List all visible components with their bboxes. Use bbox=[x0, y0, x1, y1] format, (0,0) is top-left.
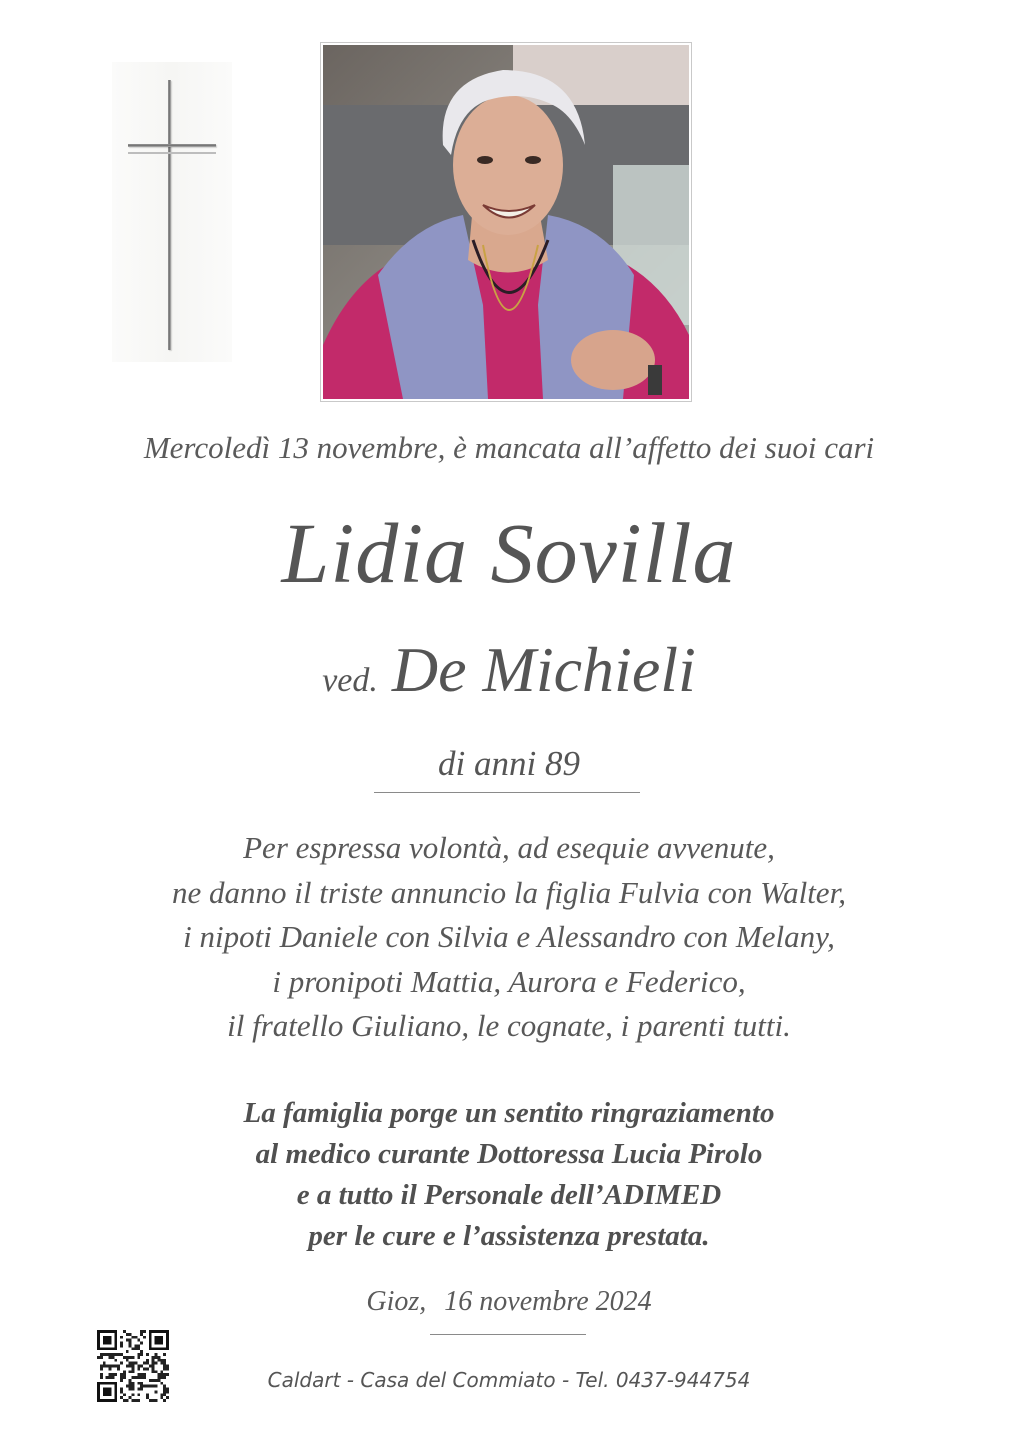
deceased-name: Lidia Sovilla bbox=[281, 505, 737, 601]
funeral-home-footer: Caldart - Casa del Commiato - Tel. 0437-944754 bbox=[267, 1368, 751, 1392]
place-text: Gioz, bbox=[366, 1286, 427, 1317]
cross-icon bbox=[112, 62, 232, 362]
age-divider bbox=[374, 792, 640, 793]
age-text: di anni 89 bbox=[438, 744, 580, 783]
announcement-line: ne danno il triste annuncio la figlia Fulvia con Walter, bbox=[172, 874, 846, 910]
announcement-block bbox=[0, 826, 1018, 1049]
announcement-line: il fratello Giuliano, le cognate, i parenti tutti. bbox=[227, 1008, 791, 1043]
intro-text: Mercoledì 13 novembre, è mancata all’affetto dei suoi cari bbox=[143, 430, 875, 465]
announcement-line: i pronipoti Mattia, Aurora e Federico, bbox=[272, 963, 746, 999]
thanks-line: per le cure e l’assistenza prestata. bbox=[308, 1220, 710, 1252]
announcement-line: Per espressa volontà, ad esequie avvenute, bbox=[243, 830, 775, 865]
widow-prefix: ved. bbox=[322, 662, 378, 699]
thanks-block bbox=[0, 1093, 1018, 1257]
portrait-photo bbox=[320, 42, 692, 402]
cross-vertical-bar bbox=[168, 80, 171, 350]
cross-horizontal-shadow bbox=[128, 152, 216, 154]
announcement-line: i nipoti Daniele con Silvia e Alessandro con Melany, bbox=[183, 919, 835, 954]
cross-horizontal-bar bbox=[128, 144, 216, 147]
date-text: 16 novembre 2024 bbox=[444, 1286, 652, 1317]
thanks-line: La famiglia porge un sentito ringraziamento bbox=[243, 1097, 775, 1129]
married-name bbox=[0, 633, 1018, 707]
thanks-line: al medico curante Dottoressa Lucia Pirolo bbox=[255, 1138, 763, 1170]
place-date bbox=[0, 1286, 1018, 1318]
thanks-line: e a tutto il Personale dell’ADIMED bbox=[296, 1179, 722, 1211]
portrait-illustration bbox=[323, 45, 689, 399]
date-divider bbox=[430, 1334, 586, 1335]
married-surname: De Michieli bbox=[391, 634, 696, 705]
